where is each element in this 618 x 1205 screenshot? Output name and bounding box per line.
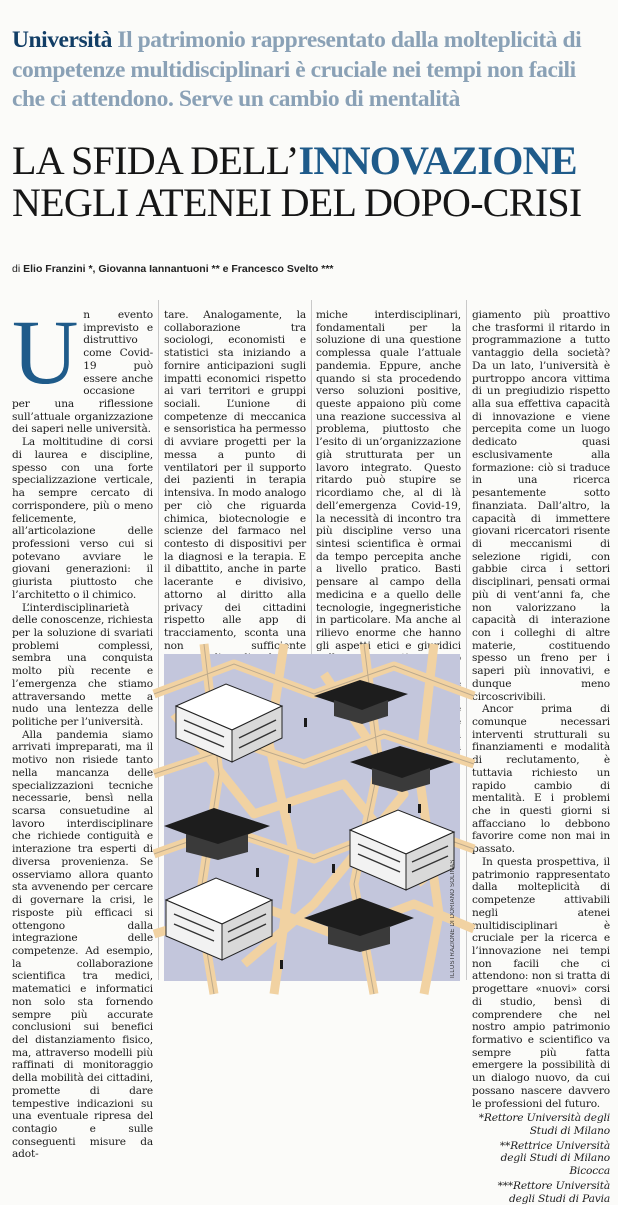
- paragraph: Alla pandemia siamo arrivati impreparati, ma il motivo non risiede tanto nella mancanza delle specializzazioni tecniche necessarie, bensì nella scarsa consuetudine al lavoro interdisciplinare che richiede contiguità e interazione tra esperti di diversa provenienza. Se osserviamo allora quanto sta avvenendo per cercare di governare la crisi, le risposte più efficaci si ottengono dalla integrazione delle competenze. Ad esempio, la collaborazione scientifica tra medici, matematici e informatici non solo sta fornendo sempre più accurate conclusioni sui benefici del distanziamento fisico, ma, attraverso modelli più raffinati di monitoraggio della mobilità dei cittadini, promette di dare tempestive indicazioni su una eventuale ripresa del contagio e sulle conseguenti misure da adot-: [12, 728, 153, 1161]
- byline-authors: Elio Franzini *, Giovanna Iannantuoni ** e Francesco Svelto ***: [23, 263, 334, 275]
- signature-3: ***Rettore Università degli Studi di Pavia: [497, 1179, 610, 1205]
- paragraph: giamento più proattivo che trasformi il ritardo in programmazione a tutto vantaggio della società? Da un lato, l’università è purtroppo ancora vittima di un pregiudizio rispetto alla sua effettiva capacità di innovazione e viene percepita come un luogo dedicato quasi esclusivamente alla formazione: ciò si traduce in una ricerca pesantemente sotto finanziata. Dall’altro, la capacità di immettere giovani ricercatori risente di meccanismi di selezione rigidi, con gabbie circa i settori disciplinari, pensati ormai più di vent’anni fa, che non valorizzano la capacità di interazione con i colleghi di altre materie, costituendo spesso un freno per i saperi più innovativi, e dunque meno circoscrivibili.: [472, 309, 610, 703]
- article-column-1: [12, 301, 153, 1161]
- kicker: [12, 26, 608, 115]
- headline-line-2: NEGLI ATENEI DEL DOPO-CRISI: [12, 180, 582, 225]
- paragraph: L’interdisciplinarietà delle conoscenze, richiesta per la soluzione di svariati problemi complessi, sembra una conquista molto più recente e l’emergenza che stiamo attraversando mette a nudo una lentezza delle politiche per l’università.: [12, 601, 153, 728]
- paragraph: tare. Analogamente, la collaborazione tra sociologi, economisti e statistici sta iniziando a fornire anticipazioni sugli impatti economici rispetto ai vari territori e gruppi sociali. L’unione di competenze di meccanica e sensoristica ha permesso di avviare progetti per la messa a punto di ventilatori per il supporto dei pazienti in terapia intensiva. In modo analogo per ciò che riguarda chimica, biotecnologie e scienze del farmaco nel contesto di dispositivi per la diagnosi e la terapia. E il dibattito, anche in parte lacerante e divisivo, attorno al diritto alla privacy dei cittadini rispetto alle app di tracciamento, sconta una non sufficiente: [164, 309, 306, 652]
- drop-cap: U: [12, 301, 79, 403]
- paragraph-text: n evento imprevisto e distruttivo come Covid-19 può essere anche occasione per una riflessione sull’attuale organizzazione dei saperi nelle università.: [12, 309, 153, 436]
- illustration-credit: ILLUSTRAZIONE DI DORIANO SOLINAS: [450, 859, 456, 978]
- byline: [12, 263, 334, 275]
- signature-1: *Rettore Università degli Studi di Milano: [478, 1112, 610, 1137]
- column-rule: [466, 300, 467, 980]
- deck-text: Il patrimonio rappresentato dalla molteplicità di competenze multidisciplinari è cruciale nei tempi non facili che ci attendono. Serve un cambio di mentalità: [12, 27, 582, 112]
- paragraph: In questa prospettiva, il patrimonio rappresentato dalla molteplicità di competenze attivabili negli atenei multidisciplinari è cruciale per la ricerca e l’innovazione nei tempi non facili che ci attendono: non si tratta di progettare «nuovi» corsi di studio, bensì di comprendere che nel nostro ampio patrimonio formativo e scientifico va sempre più fatta emergere la possibilità di un dialogo nuovo, da cui possano nascere davvero le professioni del futuro.: [472, 855, 610, 1110]
- signature-2: **Rettrice Università degli Studi di Milano Bicocca: [499, 1139, 610, 1178]
- illustration-drawing: [164, 654, 460, 981]
- headline-accent: INNOVAZIONE: [298, 138, 577, 183]
- paragraph: [12, 301, 153, 436]
- headline: [12, 140, 608, 224]
- section-label: Università: [12, 27, 112, 53]
- headline-prefix: LA SFIDA DELL’: [12, 138, 299, 183]
- paragraph: La moltitudine di corsi di laurea e discipline, spesso con una forte specializzazione verticale, ha sempre cercato di corrispondere, più o meno felicemente, all’articolazione delle professioni verso cui si potevano avviare le giovani generazioni: il giurista piuttosto che l’architetto o il chimico.: [12, 436, 153, 601]
- headline-line-1: [12, 140, 608, 182]
- byline-prefix: di: [12, 263, 21, 275]
- paragraph: miche interdisciplinari, fondamentali per la soluzione di una questione complessa quale l’attuale pandemia. Eppure, anche quando si sta procedendo verso soluzioni positive, queste appaiono più come una reazione successiva al problema, piuttosto che l’esito di un’organizzazione già strutturata per un lavoro integrato. Questo ritardo può stupire se ricordiamo che, al di là dell’emergenza Covid-19, la necessità di incontro tra più discipline verso una sintesi scientifica è ormai da tempo percepita anche a livello pratico. Basti pensare al campo della medicina e a quello delle tecnologie, ingegneristiche in particolare. Ma anche al rilievo enorme che hanno gli aspetti etici e giuridici: [316, 309, 461, 652]
- column-rule: [158, 300, 159, 980]
- paragraph: Ancor prima di comunque necessari interventi strutturali su finanziamenti e modalità di reclutamento, è tuttavia richiesto un rapido cambio di mentalità. E i problemi che in questi giorni si affacciano lo debbono favorire come non mai in passato.: [472, 703, 610, 856]
- illustration: [164, 654, 460, 981]
- article-column-4: [472, 309, 610, 1205]
